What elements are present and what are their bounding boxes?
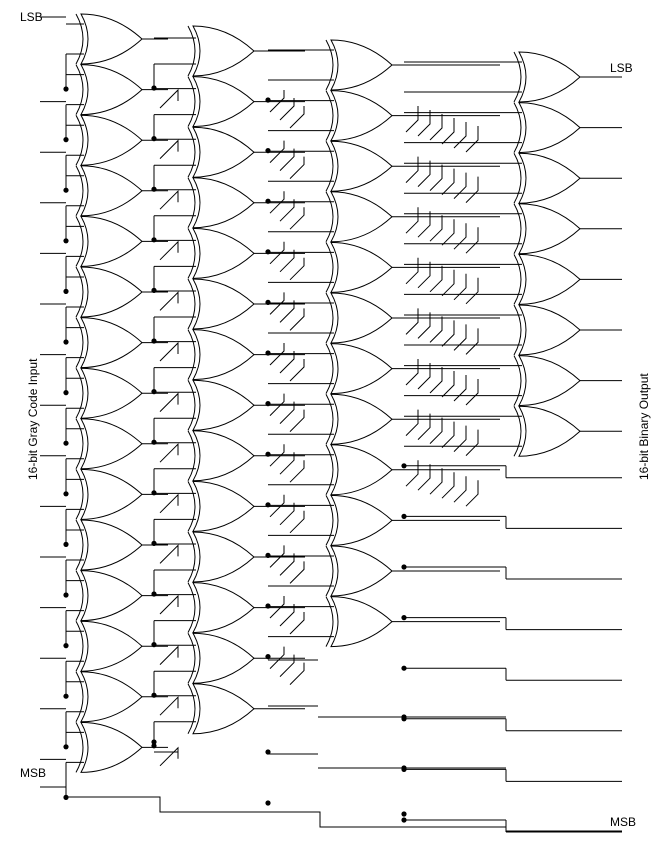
wire bbox=[160, 647, 178, 665]
xor-input-arc bbox=[326, 141, 333, 191]
xor-input-arc bbox=[76, 621, 83, 671]
junction-dot bbox=[151, 338, 156, 343]
junction-dot bbox=[401, 514, 406, 519]
junction-dot bbox=[63, 390, 68, 395]
xor-input-arc bbox=[188, 431, 195, 481]
junction-dot bbox=[151, 490, 156, 495]
xor-gate-stage4 bbox=[519, 103, 580, 153]
xor-input-arc bbox=[76, 571, 83, 621]
junction-dot bbox=[401, 666, 406, 671]
wire bbox=[418, 464, 430, 490]
xor-input-arc bbox=[76, 469, 83, 519]
xor-gate-stage1 bbox=[81, 672, 142, 722]
junction-dot bbox=[63, 441, 68, 446]
wire bbox=[430, 266, 442, 292]
wire bbox=[290, 561, 304, 583]
xor-gate-stage1 bbox=[81, 520, 142, 570]
xor-input-arc bbox=[326, 40, 333, 90]
wire bbox=[270, 647, 284, 669]
wire bbox=[430, 367, 442, 393]
junction-dot bbox=[401, 714, 406, 719]
xor-input-arc bbox=[76, 14, 83, 64]
wire bbox=[406, 308, 418, 334]
wire bbox=[290, 157, 304, 179]
wire bbox=[418, 414, 430, 440]
xor-input-arc bbox=[188, 532, 195, 582]
xor-input-arc bbox=[326, 495, 333, 545]
xor-gate-stage1 bbox=[81, 115, 142, 165]
junction-dot bbox=[401, 463, 406, 468]
xor-gate-stage3 bbox=[331, 445, 392, 495]
xor-input-arc bbox=[188, 481, 195, 531]
xor-input-arc bbox=[326, 445, 333, 495]
xor-input-arc bbox=[326, 546, 333, 596]
xor-gate-stage1 bbox=[81, 722, 142, 772]
xor-input-arc bbox=[188, 279, 195, 329]
junction-dot bbox=[151, 739, 156, 744]
junction-dot bbox=[151, 187, 156, 192]
junction-dot bbox=[401, 765, 406, 770]
wire bbox=[406, 258, 418, 284]
xor-gate-stage3 bbox=[331, 192, 392, 242]
xor-gate-stage3 bbox=[331, 495, 392, 545]
xor-gate-stage4 bbox=[519, 153, 580, 203]
xor-gate-stage4 bbox=[519, 305, 580, 355]
junction-dot bbox=[265, 300, 270, 305]
wire bbox=[418, 161, 430, 187]
xor-input-arc bbox=[514, 305, 521, 355]
xor-gate-stage3 bbox=[331, 91, 392, 141]
xor-input-arc bbox=[76, 65, 83, 115]
xor-gate-stage4 bbox=[519, 52, 580, 102]
xor-gate-stage2 bbox=[193, 228, 254, 278]
xor-gate-stage2 bbox=[193, 127, 254, 177]
xor-input-arc bbox=[326, 394, 333, 444]
junction-dot bbox=[63, 289, 68, 294]
wire bbox=[430, 215, 442, 241]
xor-input-arc bbox=[76, 166, 83, 216]
xor-gate-stage2 bbox=[193, 77, 254, 127]
junction-dot bbox=[151, 440, 156, 445]
xor-gate-stage4 bbox=[519, 254, 580, 304]
junction-dot bbox=[63, 744, 68, 749]
wire bbox=[466, 379, 478, 405]
junction-dot bbox=[63, 694, 68, 699]
xor-input-arc bbox=[188, 178, 195, 228]
wire bbox=[290, 460, 304, 482]
junction-dot bbox=[265, 502, 270, 507]
wire bbox=[418, 211, 430, 237]
xor-input-arc bbox=[514, 254, 521, 304]
wire bbox=[406, 106, 418, 132]
wire bbox=[418, 363, 430, 389]
xor-gate-stage3 bbox=[331, 40, 392, 90]
xor-input-arc bbox=[188, 380, 195, 430]
junction-dot bbox=[401, 811, 406, 816]
junction-dot bbox=[151, 389, 156, 394]
xor-input-arc bbox=[188, 330, 195, 380]
junction-dot bbox=[151, 591, 156, 596]
xor-input-arc bbox=[326, 242, 333, 292]
xor-input-arc bbox=[76, 722, 83, 772]
junction-dot bbox=[401, 817, 406, 822]
xor-gate-stage1 bbox=[81, 571, 142, 621]
xor-input-arc bbox=[514, 103, 521, 153]
xor-gate-stage1 bbox=[81, 318, 142, 368]
junction-dot bbox=[265, 603, 270, 608]
xor-input-arc bbox=[326, 91, 333, 141]
junction-dot bbox=[265, 452, 270, 457]
wire bbox=[454, 375, 466, 401]
xor-input-arc bbox=[514, 52, 521, 102]
wire bbox=[430, 468, 442, 494]
wire bbox=[418, 312, 430, 338]
junction-dot bbox=[63, 491, 68, 496]
wire bbox=[160, 343, 178, 361]
wire bbox=[160, 697, 178, 715]
wire bbox=[160, 242, 178, 260]
xor-input-arc bbox=[188, 684, 195, 734]
wire bbox=[290, 106, 304, 128]
junction-dot bbox=[63, 137, 68, 142]
output-side-title: 16-bit Binary Output bbox=[637, 373, 651, 480]
xor-gate-stage2 bbox=[193, 684, 254, 734]
junction-dot bbox=[151, 85, 156, 90]
wire bbox=[290, 359, 304, 381]
xor-input-arc bbox=[188, 26, 195, 76]
xor-gate-stage4 bbox=[519, 356, 580, 406]
xor-gate-stage2 bbox=[193, 178, 254, 228]
wire bbox=[442, 169, 454, 195]
input-side-title: 16-bit Gray Code Input bbox=[26, 358, 40, 480]
junction-dot bbox=[265, 350, 270, 355]
junction-dot bbox=[63, 238, 68, 243]
xor-input-arc bbox=[514, 406, 521, 456]
xor-gate-stage2 bbox=[193, 431, 254, 481]
wire bbox=[160, 545, 178, 563]
xor-gate-stage2 bbox=[193, 279, 254, 329]
wire bbox=[160, 394, 178, 412]
wire bbox=[418, 262, 430, 288]
xor-gate-stage3 bbox=[331, 546, 392, 596]
junction-dot bbox=[63, 795, 68, 800]
xor-input-arc bbox=[188, 633, 195, 683]
junction-dot bbox=[63, 592, 68, 597]
xor-input-arc bbox=[326, 344, 333, 394]
output-lsb-label: LSB bbox=[610, 61, 633, 75]
wire bbox=[160, 444, 178, 462]
wire bbox=[466, 430, 478, 456]
junction-dot bbox=[265, 249, 270, 254]
junction-dot bbox=[151, 136, 156, 141]
wire bbox=[430, 316, 442, 342]
xor-input-arc bbox=[188, 228, 195, 278]
xor-gate-stage1 bbox=[81, 621, 142, 671]
xor-gate-stage4 bbox=[519, 406, 580, 456]
xor-gate-stage2 bbox=[193, 26, 254, 76]
xor-gate-stage1 bbox=[81, 469, 142, 519]
xor-gate-stage2 bbox=[193, 583, 254, 633]
xor-gate-stage2 bbox=[193, 380, 254, 430]
junction-dot bbox=[265, 97, 270, 102]
junction-dot bbox=[151, 693, 156, 698]
junction-dot bbox=[265, 800, 270, 805]
wire bbox=[466, 278, 478, 304]
wire bbox=[290, 308, 304, 330]
junction-dot bbox=[401, 564, 406, 569]
wire bbox=[160, 90, 178, 108]
xor-input-arc bbox=[76, 267, 83, 317]
wire bbox=[442, 422, 454, 448]
output-msb-label: MSB bbox=[610, 815, 637, 829]
xor-gate-stage1 bbox=[81, 216, 142, 266]
wire bbox=[290, 663, 304, 685]
wire bbox=[66, 797, 622, 831]
xor-gate-stage2 bbox=[193, 633, 254, 683]
xor-gate-stage3 bbox=[331, 394, 392, 444]
junction-dot bbox=[401, 615, 406, 620]
junction-dot bbox=[265, 148, 270, 153]
junction-dot bbox=[63, 86, 68, 91]
junction-dot bbox=[265, 553, 270, 558]
xor-gate-stage2 bbox=[193, 330, 254, 380]
xor-gate-stage3 bbox=[331, 242, 392, 292]
junction-dot bbox=[151, 541, 156, 546]
xor-input-arc bbox=[188, 127, 195, 177]
xor-gate-stage3 bbox=[331, 597, 392, 647]
wire bbox=[430, 418, 442, 444]
xor-input-arc bbox=[188, 77, 195, 127]
xor-input-arc bbox=[76, 672, 83, 722]
xor-gate-stage3 bbox=[331, 344, 392, 394]
wire bbox=[160, 748, 178, 766]
xor-input-arc bbox=[326, 192, 333, 242]
xor-input-arc bbox=[76, 318, 83, 368]
junction-dot bbox=[151, 288, 156, 293]
wire bbox=[290, 258, 304, 280]
xor-input-arc bbox=[514, 356, 521, 406]
wire bbox=[466, 480, 478, 506]
wire bbox=[406, 157, 418, 183]
input-msb-label: MSB bbox=[20, 766, 47, 780]
xor-input-arc bbox=[514, 204, 521, 254]
wire bbox=[406, 359, 418, 385]
xor-input-arc bbox=[188, 583, 195, 633]
junction-dot bbox=[151, 237, 156, 242]
junction-dot bbox=[63, 643, 68, 648]
xor-gate-stage3 bbox=[331, 293, 392, 343]
wire bbox=[406, 207, 418, 233]
xor-gate-stage2 bbox=[193, 481, 254, 531]
wire bbox=[454, 274, 466, 300]
junction-dot bbox=[63, 339, 68, 344]
xor-gate-stage1 bbox=[81, 166, 142, 216]
junction-dot bbox=[265, 654, 270, 659]
xor-gate-stage1 bbox=[81, 65, 142, 115]
wire bbox=[160, 141, 178, 159]
wire bbox=[454, 476, 466, 502]
xor-gate-stage1 bbox=[81, 267, 142, 317]
xor-input-arc bbox=[76, 216, 83, 266]
wire bbox=[430, 114, 442, 140]
xor-input-arc bbox=[514, 153, 521, 203]
wire bbox=[442, 219, 454, 245]
wire bbox=[160, 191, 178, 209]
xor-input-arc bbox=[326, 597, 333, 647]
xor-gate-stage2 bbox=[193, 532, 254, 582]
junction-dot bbox=[265, 401, 270, 406]
wire bbox=[160, 495, 178, 513]
wire bbox=[430, 165, 442, 191]
wire bbox=[160, 292, 178, 310]
wire bbox=[454, 324, 466, 350]
wire bbox=[442, 371, 454, 397]
wire bbox=[466, 328, 478, 354]
wire bbox=[442, 118, 454, 144]
junction-dot bbox=[265, 749, 270, 754]
xor-gate-stage3 bbox=[331, 141, 392, 191]
wire bbox=[466, 227, 478, 253]
xor-gate-stage4 bbox=[519, 204, 580, 254]
wire bbox=[466, 177, 478, 203]
xor-gate-stage1 bbox=[81, 368, 142, 418]
wire bbox=[406, 410, 418, 436]
xor-input-arc bbox=[76, 368, 83, 418]
wire bbox=[290, 511, 304, 533]
input-lsb-label: LSB bbox=[20, 10, 43, 24]
wire bbox=[442, 320, 454, 346]
wire bbox=[442, 472, 454, 498]
wire bbox=[454, 223, 466, 249]
wire bbox=[406, 460, 418, 486]
xor-input-arc bbox=[326, 293, 333, 343]
wire bbox=[454, 173, 466, 199]
junction-dot bbox=[63, 542, 68, 547]
xor-input-arc bbox=[76, 115, 83, 165]
xor-gate-stage1 bbox=[81, 419, 142, 469]
xor-input-arc bbox=[76, 520, 83, 570]
junction-dot bbox=[265, 199, 270, 204]
wire bbox=[160, 596, 178, 614]
wire bbox=[418, 110, 430, 136]
wire bbox=[454, 426, 466, 452]
wire bbox=[442, 270, 454, 296]
xor-gate-stage1 bbox=[81, 14, 142, 64]
junction-dot bbox=[151, 642, 156, 647]
wire bbox=[290, 207, 304, 229]
wire bbox=[466, 126, 478, 152]
wire bbox=[290, 612, 304, 634]
xor-input-arc bbox=[76, 419, 83, 469]
wire bbox=[454, 122, 466, 148]
junction-dot bbox=[63, 188, 68, 193]
wire bbox=[290, 410, 304, 432]
